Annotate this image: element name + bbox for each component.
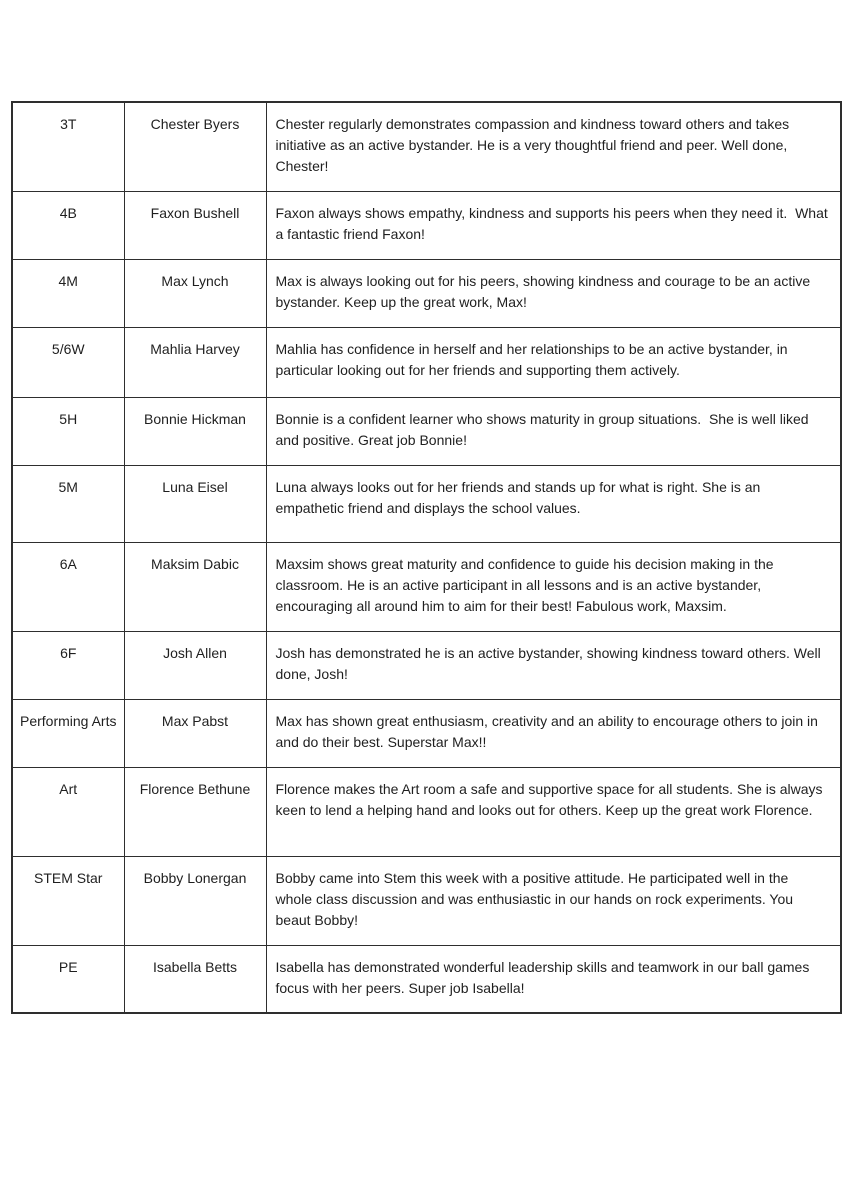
student-name-cell: Mahlia Harvey (124, 327, 266, 397)
table-row (12, 945, 841, 1013)
table-row (12, 102, 841, 191)
comment-cell: Bonnie is a confident learner who shows maturity in group situations. She is well liked and positive. Great job Bonnie! (266, 397, 841, 465)
table-row (12, 699, 841, 767)
student-name-cell: Max Pabst (124, 699, 266, 767)
class-cell: 5H (12, 397, 124, 465)
student-name-cell: Florence Bethune (124, 767, 266, 856)
class-cell: 3T (12, 102, 124, 191)
student-name-cell: Maksim Dabic (124, 542, 266, 631)
class-cell: Art (12, 767, 124, 856)
class-cell: 6A (12, 542, 124, 631)
comment-cell: Bobby came into Stem this week with a positive attitude. He participated well in the whole class discussion and was enthusiastic in our hands on rock experiments. You beaut Bobby! (266, 856, 841, 945)
class-cell: 5M (12, 465, 124, 542)
student-name-cell: Luna Eisel (124, 465, 266, 542)
comment-cell: Isabella has demonstrated wonderful leadership skills and teamwork in our ball games focus with her peers. Super job Isabella! (266, 945, 841, 1013)
comment-cell: Luna always looks out for her friends and stands up for what is right. She is an empathetic friend and displays the school values. (266, 465, 841, 542)
student-name-cell: Max Lynch (124, 259, 266, 327)
class-cell: PE (12, 945, 124, 1013)
awards-table-body (12, 102, 841, 1013)
table-row (12, 397, 841, 465)
class-cell: 5/6W (12, 327, 124, 397)
class-cell: 6F (12, 631, 124, 699)
table-row (12, 631, 841, 699)
table-row (12, 542, 841, 631)
student-awards-table (11, 101, 842, 1014)
table-row (12, 767, 841, 856)
class-cell: 4M (12, 259, 124, 327)
student-name-cell: Bonnie Hickman (124, 397, 266, 465)
comment-cell: Chester regularly demonstrates compassion and kindness toward others and takes initiative as an active bystander. He is a very thoughtful friend and peer. Well done, Chester! (266, 102, 841, 191)
comment-cell: Josh has demonstrated he is an active bystander, showing kindness toward others. Well done, Josh! (266, 631, 841, 699)
class-cell: STEM Star (12, 856, 124, 945)
comment-cell: Max is always looking out for his peers, showing kindness and courage to be an active bystander. Keep up the great work, Max! (266, 259, 841, 327)
class-cell: 4B (12, 191, 124, 259)
comment-cell: Maxsim shows great maturity and confidence to guide his decision making in the classroom. He is an active participant in all lessons and is an active bystander, encouraging all around him to aim for their best! Fabulous work, Maxsim. (266, 542, 841, 631)
student-name-cell: Josh Allen (124, 631, 266, 699)
class-cell: Performing Arts (12, 699, 124, 767)
comment-cell: Florence makes the Art room a safe and supportive space for all students. She is always keen to lend a helping hand and looks out for others. Keep up the great work Florence. (266, 767, 841, 856)
table-row (12, 191, 841, 259)
table-row (12, 856, 841, 945)
table-row (12, 327, 841, 397)
student-name-cell: Bobby Lonergan (124, 856, 266, 945)
table-row (12, 259, 841, 327)
student-name-cell: Isabella Betts (124, 945, 266, 1013)
comment-cell: Max has shown great enthusiasm, creativity and an ability to encourage others to join in and do their best. Superstar Max!! (266, 699, 841, 767)
table-row (12, 465, 841, 542)
student-name-cell: Chester Byers (124, 102, 266, 191)
comment-cell: Mahlia has confidence in herself and her relationships to be an active bystander, in particular looking out for her friends and supporting them actively. (266, 327, 841, 397)
comment-cell: Faxon always shows empathy, kindness and supports his peers when they need it. What a fantastic friend Faxon! (266, 191, 841, 259)
student-name-cell: Faxon Bushell (124, 191, 266, 259)
